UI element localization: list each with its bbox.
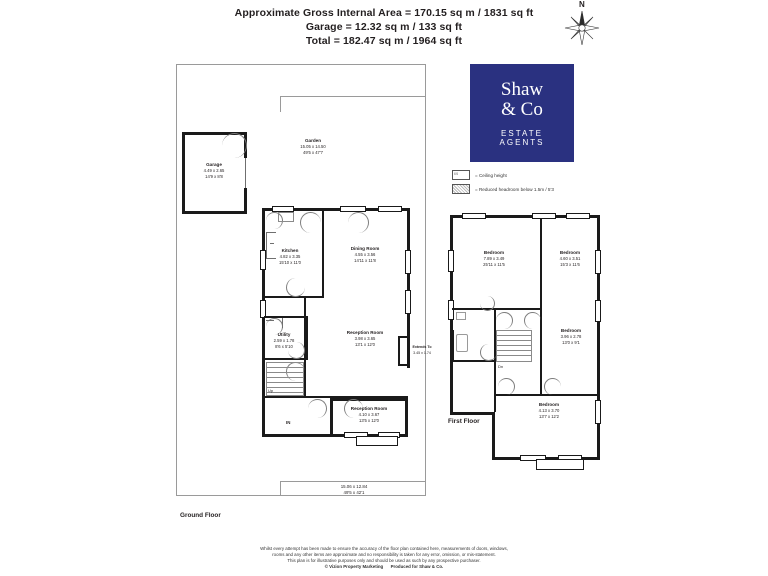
area-line-garage: Garage = 12.32 sq m / 133 sq ft [305,21,463,33]
logo-line-2: & Co [501,98,543,120]
room-kitchen-name: Kitchen [281,248,299,253]
room-reception-2-dim-ft: 13'5 x 12'0 [359,418,379,424]
copyright: © Vizion Property Marketing [324,564,384,569]
room-bedroom-4-dim-ft: 13'7 x 12'2 [539,414,559,420]
room-garage-name: Garage [206,162,222,167]
room-extends-to-name: Extends To [412,345,432,349]
disclaimer-line-3: This plan is for illustrative purposes only and should be used as such by any prospective purchaser. [287,558,481,563]
room-dining-dim-m: 4.55 x 3.56 [354,252,376,258]
compass-north-label: N [579,0,585,9]
room-garden-dim-ft: 49'5 x 47'7 [303,150,323,156]
entrance-label: IN [286,420,291,425]
room-bedroom-1-dim-m: 7.89 x 3.49 [483,256,505,262]
stairs-down-label: Dn [498,364,504,369]
room-bedroom-2-dim-m: 4.60 x 3.51 [559,256,581,262]
ground-overall-dim [300,484,408,496]
room-reception-2-name: Reception Room [350,406,388,411]
room-garage-dim-m: 4.49 x 2.65 [203,168,225,174]
key-label-ceiling: = Ceiling height [475,172,507,178]
room-bedroom-3 [542,328,600,347]
disclaimer-line-2: rooms and any other items are approximate and no responsibility is taken for any error, omission, or mis-statement. [272,552,496,557]
ground-overall-dim-ft: 49'5 x 42'1 [343,490,365,495]
room-dining [330,246,400,265]
room-kitchen-dim-ft: 15'10 x 11'0 [278,260,301,266]
ground-overall-dim-m: 15.06 x 12.84 [340,484,368,489]
room-bedroom-3-dim-m: 3.96 x 2.78 [560,334,582,340]
key-swatch-caption: 6'6 [454,172,459,176]
room-garage [185,162,243,181]
room-reception-2 [334,406,404,425]
first-floor-label: First Floor [448,418,480,425]
room-utility-dim-ft: 8'6 x 5'10 [275,344,293,350]
first-floor-plan [440,0,640,576]
staircase-first [496,330,532,362]
room-garden [276,138,350,157]
room-bedroom-3-dim-ft: 13'0 x 9'1 [562,340,580,346]
room-reception-1-dim-ft: 13'1 x 12'0 [355,342,375,348]
room-bedroom-4-name: Bedroom [538,402,560,407]
disclaimer [0,546,768,570]
room-extends-to-dim: 3.45 x 1.74 [413,351,431,356]
produced-for: Produced for Shaw & Co. [390,564,444,569]
room-bedroom-4-dim-m: 4.13 x 3.70 [538,408,560,414]
room-bedroom-2-name: Bedroom [559,250,581,255]
room-kitchen-dim-m: 4.82 x 3.35 [279,254,301,260]
logo-line-4: AGENTS [499,137,545,147]
room-garden-dim-m: 15.05 x 14.50 [300,144,326,150]
room-bedroom-4 [518,402,580,421]
room-bedroom-3-name: Bedroom [560,328,582,333]
room-garden-name: Garden [304,138,322,143]
room-reception-1 [330,330,400,349]
area-line-gross: Approximate Gross Internal Area = 170.15 sq m / 1831 sq ft [234,7,534,19]
room-utility-name: Utility [277,332,291,337]
stairs-up-label: Up [268,388,274,393]
disclaimer-line-1: Whilst every attempt has been made to ensure the accuracy of the floor plan contained here, measurements of doors, windows, [260,546,508,551]
room-bedroom-1-name: Bedroom [483,250,505,255]
room-dining-dim-ft: 14'11 x 11'8 [354,258,376,264]
room-utility-dim-m: 2.59 x 1.78 [273,338,295,344]
room-extends-to [404,344,440,356]
room-dining-name: Dining Room [350,246,380,251]
key-label-headroom: = Reduced headroom below 1.5m / 5'3 [475,186,554,192]
room-bedroom-2 [540,250,600,269]
area-line-total: Total = 182.47 sq m / 1964 sq ft [305,35,463,47]
room-reception-1-dim-m: 3.98 x 3.65 [354,336,376,342]
room-reception-1-name: Reception Room [346,330,384,335]
room-bedroom-1-dim-ft: 25'11 x 11'5 [483,262,505,268]
room-kitchen [262,248,318,267]
room-utility [262,332,306,351]
logo-line-3: ESTATE [501,128,543,138]
logo-line-1: Shaw [500,78,544,100]
room-bedroom-1 [458,250,530,269]
room-bedroom-2-dim-ft: 15'3 x 11'6 [560,262,580,268]
room-reception-2-dim-m: 4.10 x 3.67 [358,412,380,418]
room-garage-dim-ft: 14'9 x 8'8 [205,174,223,180]
ground-floor-label: Ground Floor [180,512,221,519]
